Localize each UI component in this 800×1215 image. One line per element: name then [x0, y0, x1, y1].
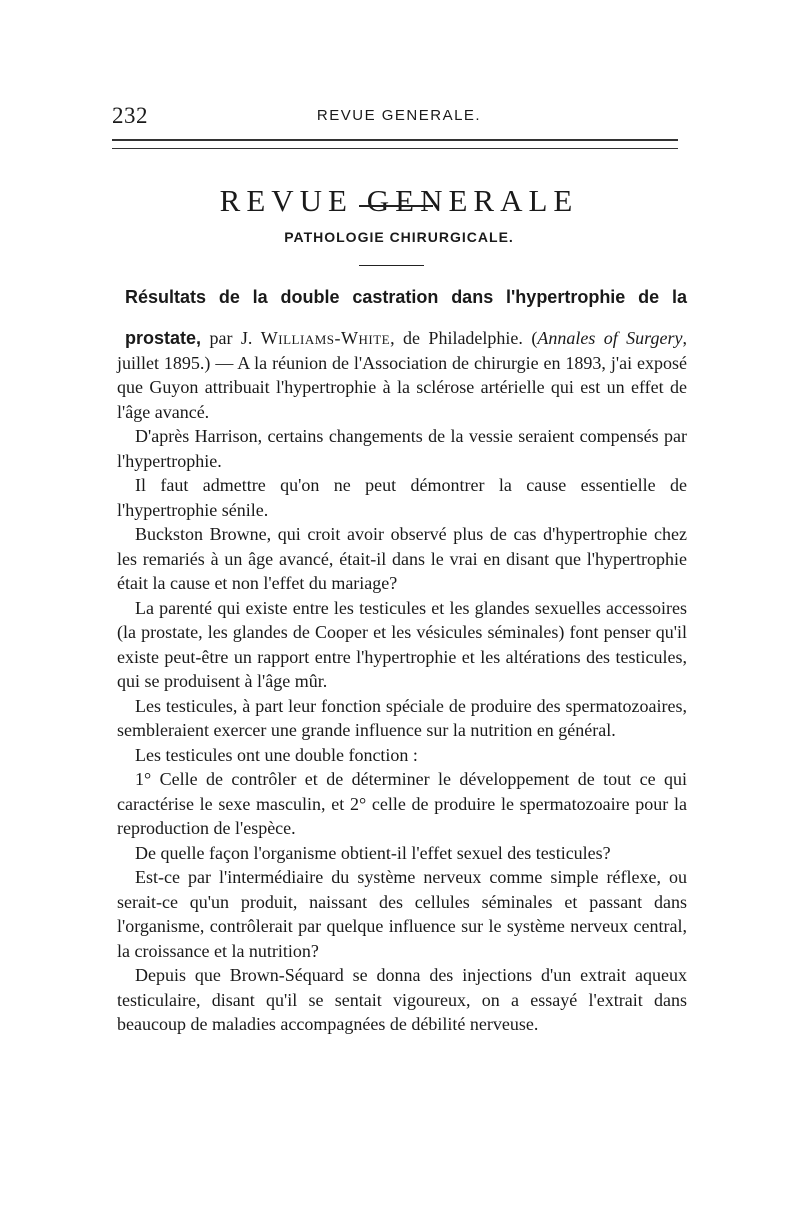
- section-title: REVUE GENERALE: [219, 182, 579, 218]
- article-title-continuation: prostate,: [125, 328, 202, 348]
- paragraph: La parenté qui existe entre les testicules et les glandes sexuelles accessoires (la prostate, les glandes de Cooper et les vésicules séminales) font penser qu'il existe peut-être un rapport entre l'hypertrophie et les altérations des testicules, qui se produisent à l'âge mûr.: [117, 597, 687, 691]
- subsection-title: PATHOLOGIE CHIRURGICALE.: [284, 229, 514, 245]
- section-title-rule: [359, 205, 433, 207]
- paragraph: Les testicules, à part leur fonction spéciale de produire des spermatozoaires, sembleraient exercer une grande influence sur la nutrition en général.: [117, 695, 687, 740]
- running-title: REVUE GENERALE.: [316, 107, 482, 124]
- running-head: [112, 103, 686, 131]
- subsection-rule: [359, 265, 424, 266]
- page-number: 232: [112, 103, 148, 128]
- article-body: [117, 280, 687, 1037]
- paragraph: De quelle façon l'organisme obtient-il l'effet sexuel des testicules?: [135, 842, 611, 863]
- article-citation-text: , juillet 1895.) — A la réunion de l'Association de chirurgie en 1893, j'ai exposé que Guyon attribuait l'hypertrophie à la sclérose artérielle qui est un effet de l'âge avancé.: [117, 328, 688, 422]
- article-journal: Annales of Surgery: [537, 328, 683, 348]
- paragraph: D'après Harrison, certains changements de la vessie seraient compensés par l'hypertrophie.: [117, 426, 687, 471]
- article-first-paragraph: [117, 326, 687, 424]
- paragraph: Les testicules ont une double fonction :: [135, 744, 418, 765]
- article-author: Williams-White: [260, 328, 391, 348]
- header-double-rule: [112, 139, 678, 149]
- article-place: , de Philadelphie. (: [390, 328, 538, 348]
- paragraph: Depuis que Brown-Séquard se donna des injections d'un extrait aqueux testiculaire, disant qu'il se sentait vigoureux, on a essayé l'extrait dans beaucoup de maladies accompagnées de débilité nerveuse.: [117, 965, 687, 1034]
- article-title: Résultats de la double castration dans l'hypertrophie de la: [125, 287, 687, 307]
- paragraph: 1° Celle de contrôler et de déterminer le développement de tout ce qui caractérise le sexe masculin, et 2° celle de produire le spermatozoaire pour la reproduction de l'espèce.: [117, 769, 687, 838]
- paragraph: Buckston Browne, qui croit avoir observé plus de cas d'hypertrophie chez les remariés à un âge avancé, était-il dans le vrai en disant que l'hypertrophie était la cause et non l'effet du mariage?: [117, 524, 687, 593]
- article-byline: par J.: [201, 328, 261, 348]
- paragraph: Est-ce par l'intermédiaire du système nerveux comme simple réflexe, ou serait-ce qu'un produit, naissant des cellules séminales et passant dans l'organisme, contrôlerait par quelque influence sur le système nerveux central, la croissance et la nutrition?: [117, 867, 687, 961]
- paragraph: Il faut admettre qu'on ne peut démontrer la cause essentielle de l'hypertrophie sénile.: [117, 475, 687, 520]
